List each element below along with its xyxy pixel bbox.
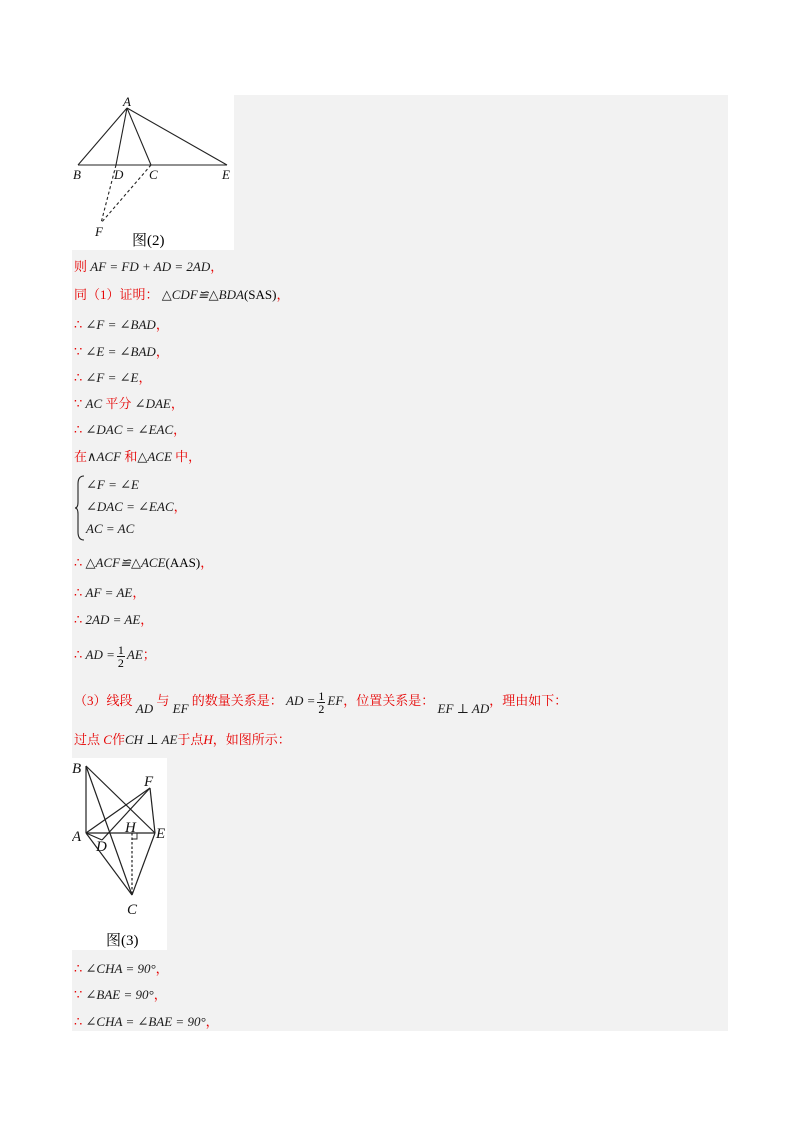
- text-through-point: 过点: [74, 732, 104, 747]
- therefore-symbol: ∴: [74, 585, 83, 600]
- text-position-relation: ，位置关系是：: [343, 693, 435, 708]
- fig2-label-a: A: [123, 95, 131, 109]
- line-ad-half-ae: [74, 640, 156, 670]
- left-brace: [74, 474, 86, 542]
- punct: ，: [153, 987, 167, 1002]
- text-as-shown: ，如图所示：: [212, 732, 291, 747]
- math-sas: (SAS): [243, 287, 277, 302]
- math-ef: EF: [327, 693, 344, 708]
- line-af-equals-2ad: [74, 258, 223, 276]
- math-congruent-acf-ace: △ACF≌△ACE: [85, 555, 166, 570]
- math-tri-ace: △ACE: [137, 449, 172, 464]
- therefore-symbol: ∴: [74, 370, 83, 385]
- text-ze: 则: [74, 259, 88, 274]
- fig2-label-d: D: [114, 167, 124, 182]
- line-same-proof: [74, 286, 289, 304]
- figure-3: [72, 758, 167, 950]
- punct: ，: [210, 259, 224, 274]
- line-angle-dac-eq-eac: [74, 421, 186, 439]
- punct: ，: [140, 612, 154, 627]
- fraction-one-half: [317, 690, 325, 715]
- fraction-denominator: 2: [117, 655, 124, 670]
- punct: ，: [205, 1014, 219, 1029]
- fig3-label-f: F: [144, 774, 154, 790]
- punct: ，: [138, 370, 152, 385]
- figure-3-caption: 图(3): [106, 933, 139, 949]
- math-aas: (AAS): [165, 555, 201, 570]
- math-2ad-ae: 2AD = AE: [85, 612, 141, 627]
- math-tri-acf: ∧ACF: [87, 449, 122, 464]
- system-row-2: ∠DAC = ∠EAC: [86, 499, 174, 514]
- fig3-label-e: E: [156, 826, 166, 842]
- math-ad-eq: AD =: [85, 647, 115, 662]
- text-yu: 与: [156, 693, 170, 708]
- punct: ，: [170, 396, 184, 411]
- text-point-c: C: [103, 732, 112, 747]
- punct: ；: [142, 647, 156, 662]
- math-angle-f-e: ∠F = ∠E: [85, 370, 139, 385]
- fig3-label-c: C: [127, 902, 138, 918]
- line-part3-relation: [74, 684, 567, 726]
- system-row-1: ∠F = ∠E: [86, 477, 139, 492]
- math-angle-cha-90: ∠CHA = 90°: [85, 961, 156, 976]
- fig2-label-c: C: [149, 167, 158, 182]
- line-angle-bae-90: [74, 986, 167, 1004]
- math-ch-perp-ae: CH ⊥ AE: [124, 732, 178, 747]
- fig3-label-h: H: [125, 820, 136, 836]
- line-angle-cha-90: [74, 960, 169, 978]
- text-zhong: 中，: [171, 449, 202, 464]
- text-at-point: 于点: [177, 732, 204, 747]
- fraction-one-half: [117, 644, 125, 669]
- text-same-proof: 同（1）证明：: [74, 287, 159, 302]
- therefore-symbol: ∴: [74, 961, 83, 976]
- fraction-denominator: 2: [318, 701, 325, 716]
- fraction-numerator: 1: [318, 688, 325, 703]
- punct: ，: [173, 422, 187, 437]
- fraction-numerator: 1: [117, 642, 124, 657]
- line-angle-cha-eq-bae: [74, 1013, 219, 1031]
- text-part3-segment: （3）线段: [74, 693, 133, 708]
- line-in-triangles: [74, 448, 201, 466]
- fig2-label-b: B: [73, 167, 81, 182]
- line-af-eq-ae: [74, 584, 145, 602]
- because-symbol: ∵: [74, 396, 83, 411]
- fig3-label-b: B: [72, 761, 82, 777]
- text-quantity-relation: 的数量关系是：: [191, 693, 283, 708]
- system-row-3: AC = AC: [86, 521, 135, 536]
- text-zuo: 作: [111, 732, 125, 747]
- line-angle-f-eq-bad: [74, 316, 169, 334]
- line-angle-f-eq-e: [74, 369, 152, 387]
- text-reason: ，理由如下：: [489, 693, 568, 708]
- math-congruent-cdf-bda: △CDF≌△BDA: [161, 287, 244, 302]
- punct: ，: [276, 287, 290, 302]
- figure-2-diagram: [72, 95, 234, 250]
- math-ad-eq: AD =: [286, 693, 316, 708]
- figure-2: [72, 95, 234, 250]
- math-ad: AD: [135, 701, 154, 716]
- text-bisects: 平分: [102, 396, 135, 411]
- punct: ，: [155, 961, 169, 976]
- text-zai: 在: [74, 449, 88, 464]
- math-ac: AC: [85, 396, 103, 411]
- math-angle-e-bad: ∠E = ∠BAD: [85, 344, 156, 359]
- fig2-label-f: F: [95, 224, 103, 239]
- math-ef-perp-ad: EF ⊥ AD: [437, 701, 490, 716]
- because-symbol: ∵: [74, 987, 83, 1002]
- text-he: 和: [121, 449, 138, 464]
- line-angle-e-eq-bad: [74, 343, 169, 361]
- punct: ，: [132, 585, 146, 600]
- math-af-fd-ad: AF = FD + AD = 2AD: [90, 259, 211, 274]
- math-angle-dae: ∠DAE: [134, 396, 171, 411]
- line-ac-bisects: [74, 395, 184, 413]
- math-af-ae: AF = AE: [85, 585, 133, 600]
- therefore-symbol: ∴: [74, 647, 83, 662]
- math-angle-dac-eac: ∠DAC = ∠EAC: [85, 422, 174, 437]
- punct: ，: [200, 555, 214, 570]
- line-construct-ch: [74, 731, 291, 749]
- therefore-symbol: ∴: [74, 422, 83, 437]
- math-ae: AE: [126, 647, 143, 662]
- line-2ad-eq-ae: [74, 611, 153, 629]
- therefore-symbol: ∴: [74, 612, 83, 627]
- fig3-label-d: D: [96, 839, 107, 855]
- punct: ，: [155, 317, 169, 332]
- therefore-symbol: ∴: [74, 1014, 83, 1029]
- fig2-label-e: E: [222, 167, 230, 182]
- line-congruent-acf-ace: [74, 554, 213, 572]
- punct: ，: [173, 499, 187, 514]
- math-angle-f-bad: ∠F = ∠BAD: [85, 317, 156, 332]
- equation-system: [74, 474, 234, 542]
- therefore-symbol: ∴: [74, 317, 83, 332]
- fig3-label-a: A: [72, 829, 82, 845]
- math-angle-bae-90: ∠BAE = 90°: [85, 987, 154, 1002]
- figure-2-caption: 图(2): [132, 233, 165, 249]
- figure-3-diagram: [72, 758, 167, 950]
- text-point-h: H: [203, 732, 213, 747]
- math-ef: EF: [172, 701, 189, 716]
- punct: ，: [155, 344, 169, 359]
- math-angle-cha-bae-90: ∠CHA = ∠BAE = 90°: [85, 1014, 206, 1029]
- therefore-symbol: ∴: [74, 555, 83, 570]
- because-symbol: ∵: [74, 344, 83, 359]
